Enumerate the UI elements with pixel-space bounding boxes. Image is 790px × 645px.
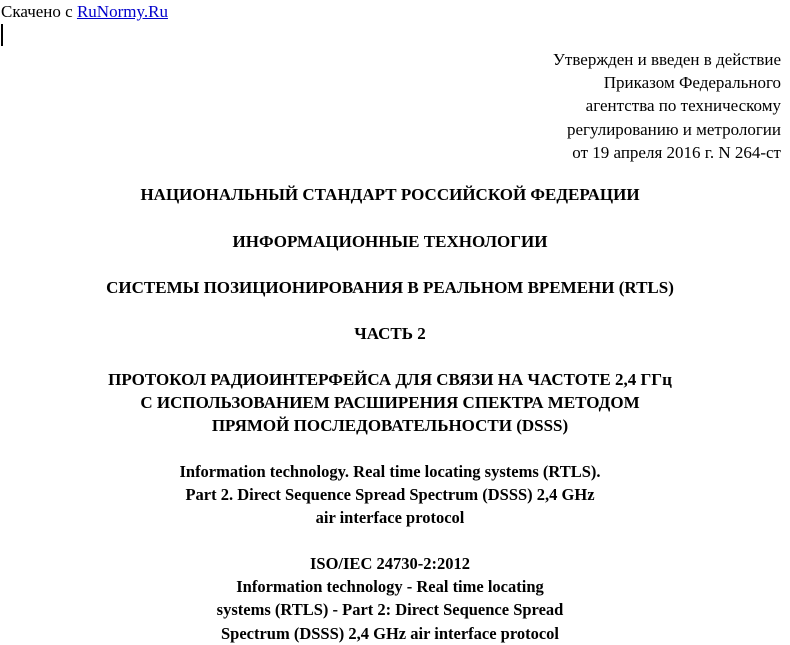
protocol-title-line: С ИСПОЛЬЗОВАНИЕМ РАСШИРЕНИЯ СПЕКТРА МЕТОДОМ: [140, 393, 640, 413]
standard-type-text: НАЦИОНАЛЬНЫЙ СТАНДАРТ РОССИЙСКОЙ ФЕДЕРАЦИИ: [140, 185, 640, 204]
english-title-line: Information technology. Real time locating systems (RTLS).: [179, 462, 601, 481]
text-cursor: [1, 24, 3, 46]
protocol-title: [0, 368, 780, 438]
field-heading: [0, 230, 780, 253]
part-text: ЧАСТЬ 2: [354, 324, 426, 343]
approval-line: агентства по техническому: [585, 96, 781, 116]
standard-type-heading: [0, 183, 780, 206]
iso-title-line: Information technology - Real time locating: [236, 577, 544, 597]
iso-number: ISO/IEC 24730-2:2012: [310, 554, 470, 573]
english-title: [0, 460, 780, 530]
protocol-title-line: ПРЯМОЙ ПОСЛЕДОВАТЕЛЬНОСТИ (DSSS): [211, 416, 569, 436]
download-source-prefix: Скачено с: [1, 2, 73, 21]
approval-line: Утвержден и введен в действие: [552, 50, 781, 69]
iso-title-line: systems (RTLS) - Part 2: Direct Sequence Spread: [216, 600, 564, 620]
system-heading: [0, 276, 780, 299]
protocol-title-line: ПРОТОКОЛ РАДИОИНТЕРФЕЙСА ДЛЯ СВЯЗИ НА ЧАСТОТЕ 2,4 ГГц: [108, 370, 672, 389]
system-text: СИСТЕМЫ ПОЗИЦИОНИРОВАНИЯ В РЕАЛЬНОМ ВРЕМЕНИ (RTLS): [106, 278, 674, 297]
part-heading: [0, 322, 780, 345]
approval-line: от 19 апреля 2016 г. N 264-ст: [572, 142, 781, 162]
english-title-line: Part 2. Direct Sequence Spread Spectrum (DSSS) 2,4 GHz: [185, 485, 595, 505]
download-source-line: [1, 2, 168, 22]
approval-line: регулированию и метрологии: [566, 119, 781, 139]
field-text: ИНФОРМАЦИОННЫЕ ТЕХНОЛОГИИ: [232, 232, 548, 251]
english-title-line: air interface protocol: [315, 508, 465, 528]
iso-title-line: Spectrum (DSSS) 2,4 GHz air interface protocol: [220, 623, 560, 643]
approval-block: [553, 48, 781, 164]
approval-line: Приказом Федерального: [603, 73, 781, 93]
runormy-link[interactable]: RuNormy.Ru: [76, 2, 168, 21]
iso-reference: [0, 552, 780, 645]
